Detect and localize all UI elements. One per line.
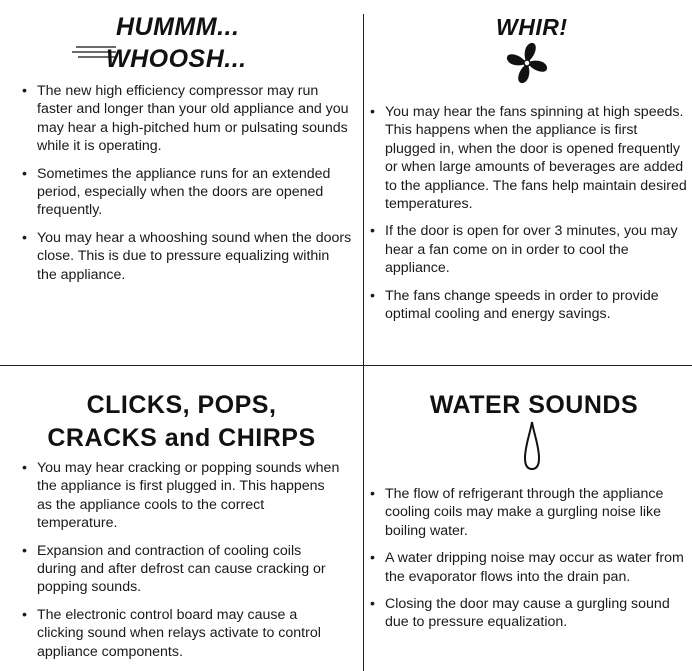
vertical-divider	[363, 14, 364, 671]
list-item: • Sometimes the appliance runs for an extended period, especially when the doors are opened frequently.	[22, 165, 352, 220]
fans-title: WHIR!	[496, 14, 568, 40]
compressor-bullet-list	[22, 82, 352, 293]
list-item: • You may hear a whooshing sound when the doors close. This is due to pressure equalizing within the appliance.	[22, 229, 352, 284]
horizontal-divider	[0, 365, 692, 366]
list-item: • You may hear the fans spinning at high speeds. This happens when the appliance is first plugged in, when the door is opened frequently or when large amounts of beverages are added to the appliance. The fans help maintain desired temperatures.	[370, 103, 690, 213]
compressor-title-line1: HUMMM...	[116, 13, 240, 41]
fans-bullet-list	[370, 103, 690, 332]
list-item: • Expansion and contraction of cooling coils during and after defrost can cause cracking or popping sounds.	[22, 542, 342, 597]
fan-icon	[504, 40, 550, 86]
list-item: • The fans change speeds in order to provide optimal cooling and energy savings.	[370, 287, 690, 324]
list-item: • You may hear cracking or popping sounds when the appliance is first plugged in. This happens as the appliance cools to the correct temperature.	[22, 459, 342, 533]
compressor-title-line2: WHOOSH...	[106, 45, 247, 73]
list-item: • If the door is open for over 3 minutes, you may hear a fan come on in order to cool the appliance.	[370, 222, 690, 277]
water-bullet-list	[370, 485, 690, 641]
clicks-bullet-list	[22, 459, 342, 670]
clicks-title-line2: CRACKS and CHIRPS	[47, 424, 316, 452]
list-item: • The flow of refrigerant through the appliance cooling coils may make a gurgling noise like boiling water.	[370, 485, 690, 540]
water-drop-icon	[521, 420, 543, 472]
list-item: • The electronic control board may cause a clicking sound when relays activate to control appliance components.	[22, 606, 342, 661]
list-item: • Closing the door may cause a gurgling sound due to pressure equalization.	[370, 595, 690, 632]
clicks-title-line1: CLICKS, POPS,	[86, 391, 277, 419]
water-title: WATER SOUNDS	[429, 391, 639, 419]
list-item: • A water dripping noise may occur as water from the evaporator flows into the drain pan.	[370, 549, 690, 586]
list-item: • The new high efficiency compressor may run faster and longer than your old appliance and you may hear a high-pitched hum or pulsating sounds while it is operating.	[22, 82, 352, 156]
